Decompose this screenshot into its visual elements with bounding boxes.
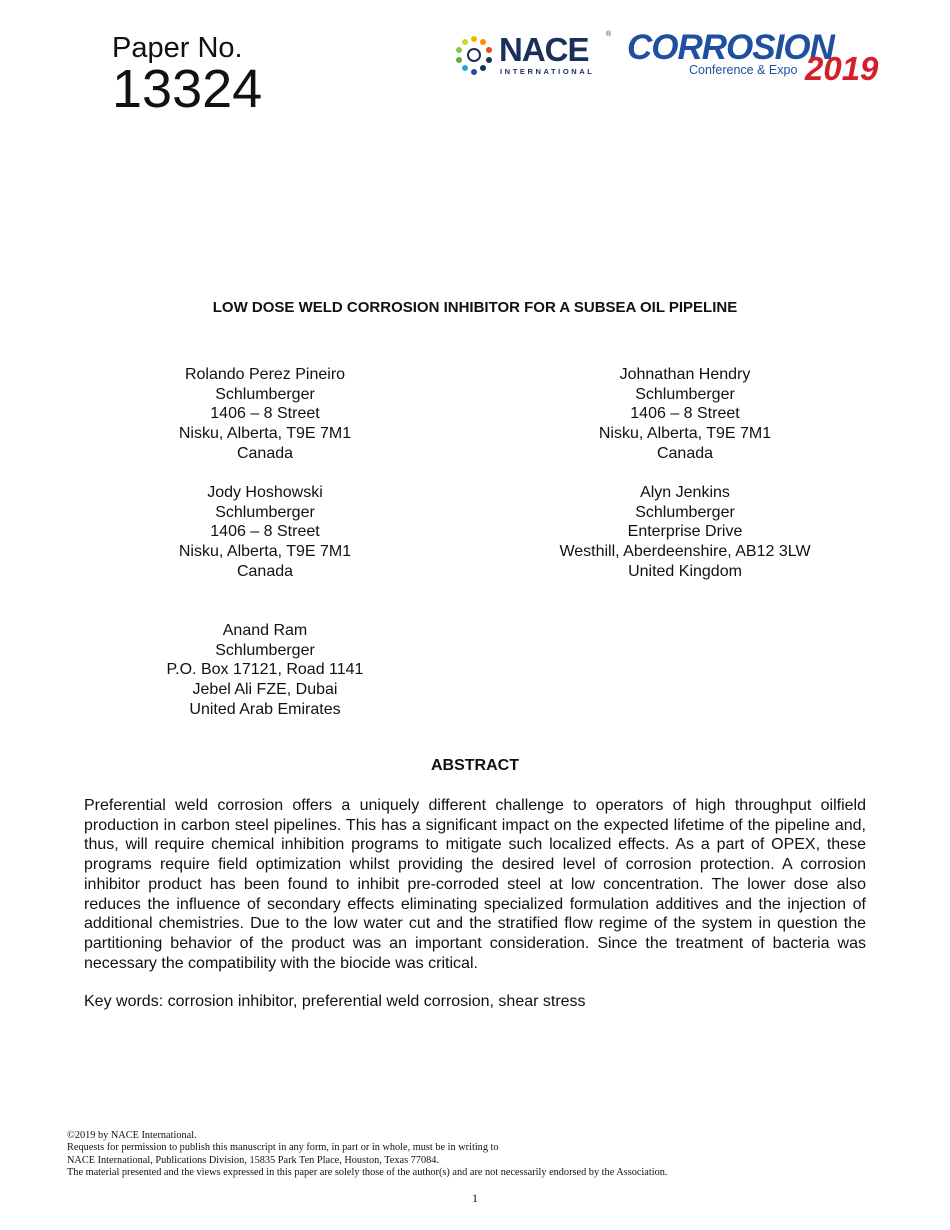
keywords: Key words: corrosion inhibitor, preferential weld corrosion, shear stress xyxy=(84,993,586,1010)
author-name: Rolando Perez Pineiro xyxy=(184,366,346,383)
author-affiliation: Schlumberger xyxy=(215,385,315,403)
copyright-footer xyxy=(67,1130,667,1180)
abstract-heading: ABSTRACT xyxy=(431,757,519,774)
author-name: Anand Ram xyxy=(222,622,308,639)
author-country: Canada xyxy=(236,444,294,462)
publisher-address-line: NACE International, Publications Division, 15835 Park Ten Place, Houston, Texas 77084. xyxy=(67,1154,439,1166)
author-city: Jebel Ali FZE, Dubai xyxy=(192,681,338,699)
nace-subtitle: INTERNATIONAL xyxy=(500,67,595,76)
author-country: Canada xyxy=(656,444,714,462)
nace-emblem-icon xyxy=(454,35,494,77)
author-street: 1406 – 8 Street xyxy=(210,405,320,423)
author-block xyxy=(145,621,385,720)
author-affiliation: Schlumberger xyxy=(635,503,735,521)
author-street: P.O. Box 17121, Road 1141 xyxy=(166,661,364,679)
author-block xyxy=(545,365,825,464)
corrosion-conference-logo xyxy=(627,30,887,90)
author-name: Johnathan Hendry xyxy=(619,366,751,383)
nace-wordmark: NACE xyxy=(499,31,589,68)
author-street: 1406 – 8 Street xyxy=(630,405,740,423)
author-affiliation: Schlumberger xyxy=(215,641,315,659)
page-number: 1 xyxy=(472,1191,478,1205)
author-block xyxy=(165,365,365,464)
disclaimer-line: The material presented and the views expressed in this paper are solely those of the author(s) and are not necessarily endorsed by the Association. xyxy=(67,1167,668,1179)
author-affiliation: Schlumberger xyxy=(635,385,735,403)
paper-title: LOW DOSE WELD CORROSION INHIBITOR FOR A SUBSEA OIL PIPELINE xyxy=(212,299,738,316)
author-city: Nisku, Alberta, T9E 7M1 xyxy=(178,425,352,443)
author-country: United Kingdom xyxy=(628,562,742,580)
abstract-body: Preferential weld corrosion offers a uniquely different challenge to operators of high throughput oilfield production in carbon steel pipelines. This has a significant impact on the expected lifetime of the pipeline and, thus, will require chemical inhibition programs to mitigate such localized effects. As a part of OPEX, these programs require field optimization whilst providing the desired level of corrosion protection. A corrosion inhibitor product has been found to inhibit pre-corroded steel at low concentration. The lower dose also reduces the influence of secondary effects eliminating specialized formulation additives and the injection of additional chemistries. Due to the low water cut and the stratified flow regime of the system in question the partitioning behavior of the product was an important consideration. Since the treatment of bacteria was necessary the compatibility with the biocide was critical. xyxy=(84,797,866,972)
author-name: Alyn Jenkins xyxy=(640,484,730,501)
corrosion-wordmark: CORROSION xyxy=(627,28,834,67)
nace-logo xyxy=(454,33,614,79)
conference-year: 2019 xyxy=(805,50,879,87)
permission-line: Requests for permission to publish this manuscript in any form, in part or in whole, must be in writing to xyxy=(67,1142,499,1154)
author-block xyxy=(545,483,825,582)
author-country: Canada xyxy=(236,562,294,580)
author-name: Jody Hoshowski xyxy=(207,484,323,501)
conference-expo-label: Conference & Expo xyxy=(689,63,798,77)
author-affiliation: Schlumberger xyxy=(215,503,315,521)
author-country: United Arab Emirates xyxy=(189,700,341,718)
author-street: 1406 – 8 Street xyxy=(210,523,320,541)
author-block xyxy=(165,483,365,582)
author-city: Nisku, Alberta, T9E 7M1 xyxy=(598,425,772,443)
registered-mark: ® xyxy=(606,31,612,38)
author-street: Enterprise Drive xyxy=(627,523,743,541)
paper-label: Paper No. xyxy=(112,32,243,64)
copyright-line: ©2019 by NACE International. xyxy=(67,1130,197,1141)
author-city: Nisku, Alberta, T9E 7M1 xyxy=(178,543,352,561)
author-city: Westhill, Aberdeenshire, AB12 3LW xyxy=(559,543,811,561)
paper-number: 13324 xyxy=(112,59,263,119)
